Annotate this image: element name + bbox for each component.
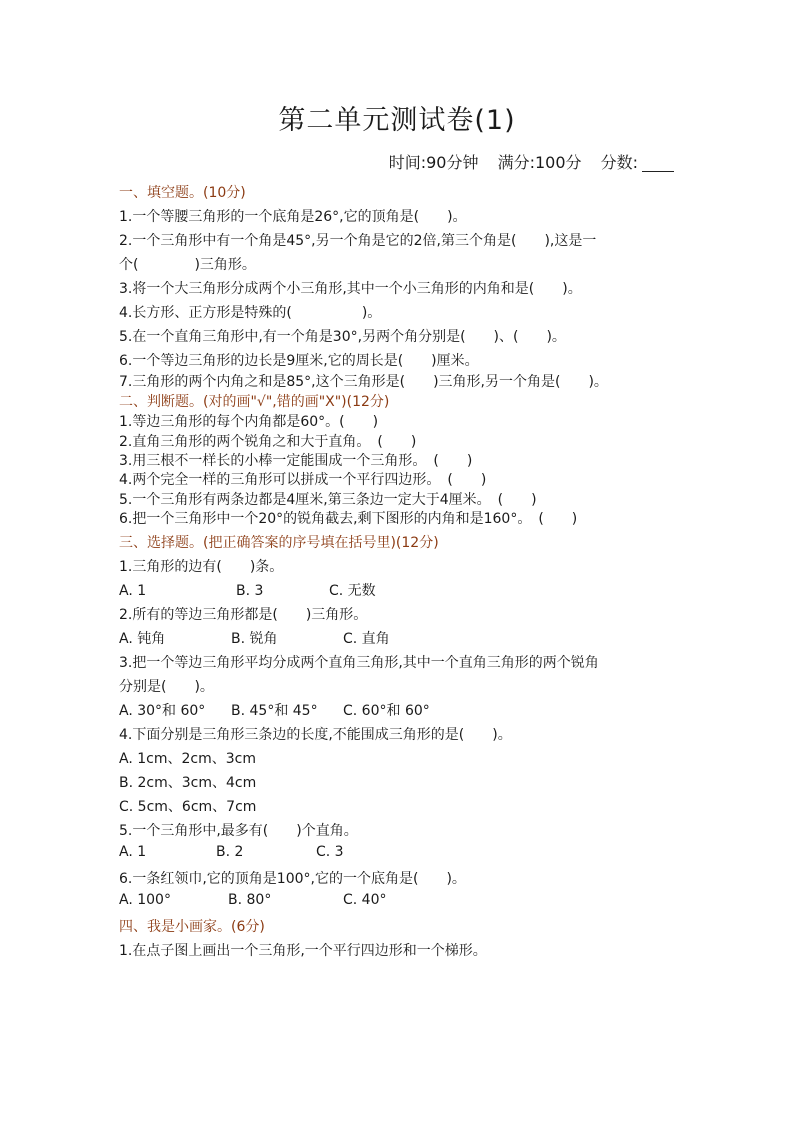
question-3-2: 2.所有的等边三角形都是( )三角形。 xyxy=(119,607,368,623)
question-2-4: 4.两个完全一样的三角形可以拼成一个平行四边形。 ( ) xyxy=(119,472,487,488)
question-1-2a: 2.一个三角形中有一个角是45°,另一个角是它的2倍,第三个角是( ),这是一 xyxy=(119,233,597,249)
section-heading-true-false: 二、判断题。(对的画"√",错的画"X")(12分) xyxy=(119,394,390,410)
score-label: 分数: xyxy=(600,153,638,172)
page-title: 第二单元测试卷(1) xyxy=(278,105,516,136)
question-1-5: 5.在一个直角三角形中,有一个角是30°,另两个角分别是( )、( )。 xyxy=(119,329,566,345)
question-1-2b: 个( )三角形。 xyxy=(119,257,256,273)
score-blank[interactable] xyxy=(642,155,674,172)
question-3-1: 1.三角形的边有( )条。 xyxy=(119,559,284,575)
time-label: 时间:90分钟 xyxy=(388,153,479,172)
option: C. 3 xyxy=(316,844,344,860)
section-heading-choice: 三、选择题。(把正确答案的序号填在括号里)(12分) xyxy=(119,535,439,551)
question-3-4: 4.下面分别是三角形三条边的长度,不能围成三角形的是( )。 xyxy=(119,727,512,743)
option: C. 60°和 60° xyxy=(343,703,430,719)
question-2-1: 1.等边三角形的每个内角都是60°。( ) xyxy=(119,414,379,430)
question-3-6: 6.一条红领巾,它的顶角是100°,它的一个底角是( )。 xyxy=(119,871,466,887)
exam-meta xyxy=(375,150,674,173)
option: B. 2 xyxy=(216,844,244,860)
option: A. 30°和 60° xyxy=(119,703,206,719)
question-1-3: 3.将一个大三角形分成两个小三角形,其中一个小三角形的内角和是( )。 xyxy=(119,281,582,297)
question-2-5: 5.一个三角形有两条边都是4厘米,第三条边一定大于4厘米。 ( ) xyxy=(119,492,537,508)
option: C. 直角 xyxy=(343,631,390,647)
option: C. 无数 xyxy=(329,583,376,599)
option: B. 80° xyxy=(228,892,272,908)
option: A. 1 xyxy=(119,583,147,599)
options-3-3 xyxy=(119,700,430,720)
option: B. 锐角 xyxy=(231,631,278,647)
question-2-6: 6.把一个三角形中一个20°的锐角截去,剩下图形的内角和是160°。 ( ) xyxy=(119,511,578,527)
options-3-1 xyxy=(119,580,376,600)
question-2-2: 2.直角三角形的两个锐角之和大于直角。 ( ) xyxy=(119,434,417,450)
options-3-5 xyxy=(119,844,344,860)
question-3-3a: 3.把一个等边三角形平均分成两个直角三角形,其中一个直角三角形的两个锐角 xyxy=(119,655,599,671)
option-3-4-c: C. 5cm、6cm、7cm xyxy=(119,799,257,815)
options-3-6 xyxy=(119,892,387,908)
options-3-2 xyxy=(119,628,390,648)
question-1-6: 6.一个等边三角形的边长是9厘米,它的周长是( )厘米。 xyxy=(119,353,479,369)
question-3-5: 5.一个三角形中,最多有( )个直角。 xyxy=(119,823,358,839)
question-1-1: 1.一个等腰三角形的一个底角是26°,它的顶角是( )。 xyxy=(119,209,467,225)
section-heading-drawing: 四、我是小画家。(6分) xyxy=(119,919,265,935)
question-1-7: 7.三角形的两个内角之和是85°,这个三角形是( )三角形,另一个角是( )。 xyxy=(119,374,608,390)
option: A. 钝角 xyxy=(119,631,166,647)
section-heading-fill-blank: 一、填空题。(10分) xyxy=(119,185,246,201)
question-4-1: 1.在点子图上画出一个三角形,一个平行四边形和一个梯形。 xyxy=(119,943,487,959)
option-3-4-b: B. 2cm、3cm、4cm xyxy=(119,775,257,791)
question-3-3b: 分别是( )。 xyxy=(119,679,214,695)
full-score-label: 满分:100分 xyxy=(497,153,582,172)
option: A. 1 xyxy=(119,844,147,860)
option: C. 40° xyxy=(343,892,387,908)
question-2-3: 3.用三根不一样长的小棒一定能围成一个三角形。 ( ) xyxy=(119,453,473,469)
option: B. 45°和 45° xyxy=(231,703,318,719)
option: B. 3 xyxy=(236,583,264,599)
question-1-4: 4.长方形、正方形是特殊的( )。 xyxy=(119,305,382,321)
option-3-4-a: A. 1cm、2cm、3cm xyxy=(119,751,256,767)
option: A. 100° xyxy=(119,892,171,908)
